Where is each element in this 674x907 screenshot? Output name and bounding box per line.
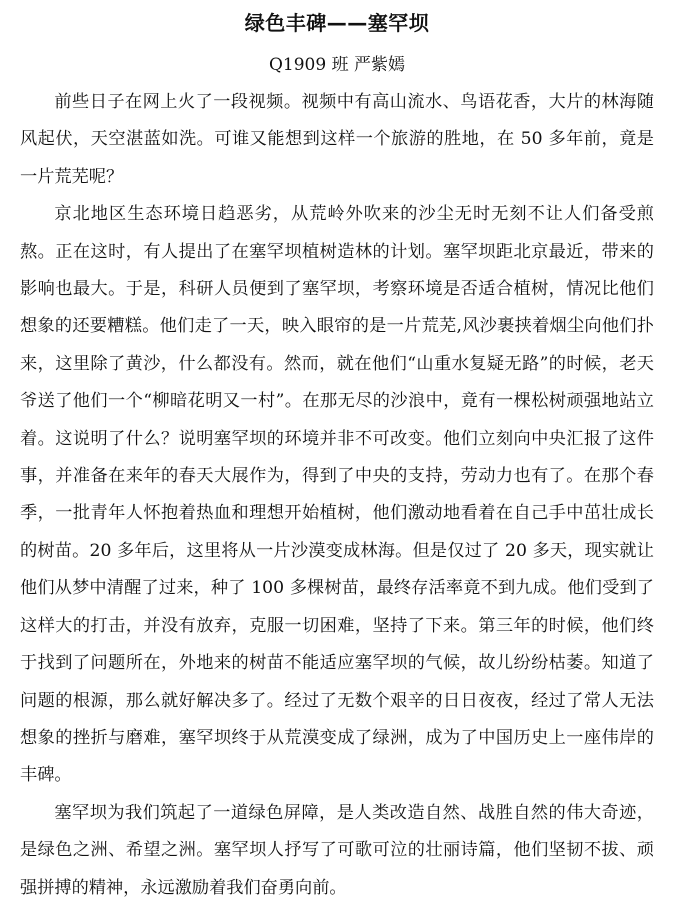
document-title: 绿色丰碑——塞罕坝: [244, 11, 430, 35]
author-byline: Q1909 班 严紫嫣: [268, 55, 405, 75]
paragraph-intro: 前些日子在网上火了一段视频。视频中有高山流水、鸟语花香，大片的林海随风起伏，天空湛蓝如洗。可谁又能想到这样一个旅游的胜地，在 50 多年前，竟是一片荒芜呢？: [20, 92, 654, 187]
paragraph-story: 京北地区生态环境日趋恶劣，从荒岭外吹来的沙尘无时无刻不让人们备受煎熬。正在这时，有人提出了在塞罕坝植树造林的计划。塞罕坝距北京最近，带来的影响也最大。于是，科研人员便到了塞罕坝，考察环境是否适合植树，情况比他们想象的还要糟糕。他们走了一天，映入眼帘的是一片荒芜,风沙裹挟着烟尘向他们扑来，这里除了黄沙，什么都没有。然而，就在他们“山重水复疑无路”的时候，老天爷送了他们一个“柳暗花明又一村”。在那无尽的沙浪中，竟有一棵松树顽强地站立着。这说明了什么？说明塞罕坝的环境并非不可改变。他们立刻向中央汇报了这件事，并准备在来年的春天大展作为，得到了中央的支持，劳动力也有了。在那个春季，一批青年人怀抱着热血和理想开始植树，他们激动地看着在自己手中茁壮成长的树苗。20 多年后，这里将从一片沙漠变成林海。但是仅过了 20 多天，现实就让他们从梦中清醒了过来，种了 100 多棵树苗，最终存活率竟不到九成。他们受到了这样大的打击，并没有放弃，克服一切困难，坚持了下来。第三年的时候，他们终于找到了问题所在，外地来的树苗不能适应塞罕坝的气候，故儿纷纷枯萎。知道了问题的根源，那么就好解决多了。经过了无数个艰辛的日日夜夜，经过了常人无法想象的挫折与磨难，塞罕坝终于从荒漠变成了绿洲，成为了中国历史上一座伟岸的丰碑。: [20, 204, 654, 786]
paragraph-conclusion: 塞罕坝为我们筑起了一道绿色屏障，是人类改造自然、战胜自然的伟大奇迹，是绿色之洲、希望之洲。塞罕坝人抒写了可歌可泣的壮丽诗篇，他们坚韧不拔、顽强拼搏的精神，永远激励着我们奋勇向前。: [20, 802, 654, 898]
essay-body: [20, 84, 654, 907]
